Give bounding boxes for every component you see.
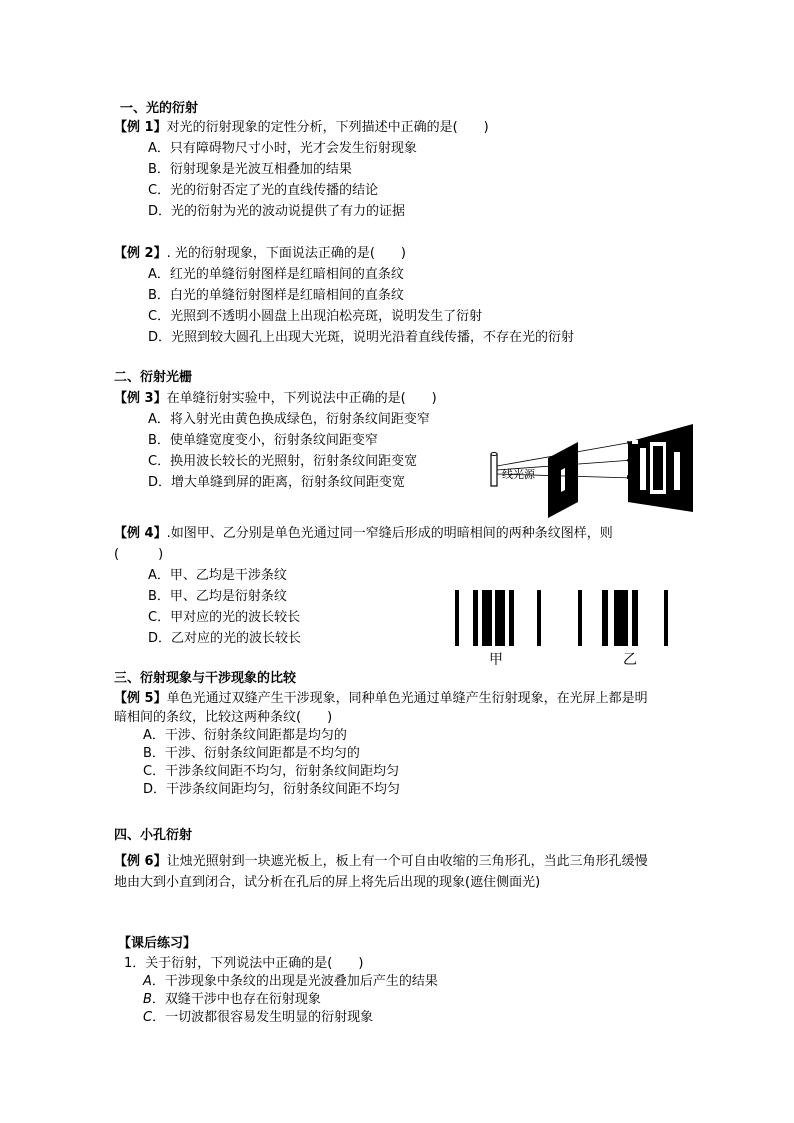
option-a: A．甲、乙均是干涉条纹 [148, 568, 287, 583]
option-b: B．甲、乙均是衍射条纹 [148, 589, 287, 604]
option-a: A．红光的单缝衍射图样是红暗相间的直条纹 [148, 267, 404, 282]
question-stem: .如图甲、乙分别是单色光通过同一窄缝后形成的明暗相间的两种条纹图样，则 [166, 526, 613, 541]
option-a: A．将入射光由黄色换成绿色，衍射条纹间距变窄 [148, 412, 430, 427]
option-letter: B [143, 992, 152, 1007]
option-c: C．干涉条纹间距不均匀，衍射条纹间距均匀 [143, 764, 400, 779]
section-title-comparison: 三、衍射现象与干涉现象的比较 [114, 671, 297, 686]
option-d: D．光的衍射为光的波动说提供了有力的证据 [148, 204, 406, 219]
question-stem: 单色光通过双缝产生干涉现象，同种单色光通过单缝产生衍射现象，在光屏上都是明 [166, 691, 648, 706]
question-tag: 【例 5】 [114, 691, 167, 706]
light-source-label: 线光源 [502, 468, 535, 481]
option-d: D．乙对应的光的波长较长 [148, 631, 302, 646]
option-c: C．光的衍射否定了光的直线传播的结论 [148, 183, 379, 198]
option-c: C．换用波长较长的光照射，衍射条纹间距变宽 [148, 454, 418, 469]
option-text: ．干涉现象中条纹的出现是光波叠加后产生的结果 [151, 974, 438, 989]
question-stem: . 光的衍射现象，下面说法正确的是( ) [166, 246, 406, 261]
label-jia: 甲 [489, 652, 503, 668]
option-a: A．只有障碍物尺寸小时，光才会发生衍射现象 [148, 141, 417, 156]
label-yi: 乙 [623, 652, 637, 668]
option-a [143, 973, 438, 991]
section-title-grating: 二、衍射光栅 [114, 370, 193, 385]
option-text: ．一切波都很容易发生明显的衍射现象 [152, 1010, 374, 1025]
question-3 [114, 390, 437, 408]
question-4-blank: ( ) [114, 547, 164, 562]
option-b: B．白光的单缝衍射图样是红暗相间的直条纹 [148, 288, 404, 303]
practice-question-1: 1．关于衍射，下列说法中正确的是( ) [124, 956, 364, 971]
question-5-cont: 暗相间的条纹，比较这两种条纹( ) [114, 710, 333, 725]
section-title-diffraction: 一、光的衍射 [120, 101, 199, 116]
fringe-pattern-jia [455, 590, 545, 646]
question-stem: 让烛光照射到一块遮光板上，板上有一个可自由收缩的三角形孔，当此三角形孔缓慢 [166, 854, 648, 869]
option-d: D．干涉条纹间距均匀，衍射条纹间距不均匀 [143, 782, 401, 797]
option-d: D．增大单缝到屏的距离，衍射条纹间距变宽 [148, 475, 406, 490]
question-6 [114, 853, 648, 871]
question-5 [114, 690, 648, 708]
fringe-pattern-yi [578, 590, 678, 646]
question-tag: 【例 2】 [114, 246, 167, 261]
question-tag: 【例 4】 [114, 526, 167, 541]
option-b: B．衍射现象是光波互相叠加的结果 [148, 162, 352, 177]
section-title-small-hole: 四、小孔衍射 [114, 828, 193, 843]
question-tag: 【例 3】 [114, 391, 167, 406]
option-text: ．双缝干涉中也存在衍射现象 [151, 992, 321, 1007]
option-b: B．干涉、衍射条纹间距都是不均匀的 [143, 746, 360, 761]
option-letter: A [143, 974, 152, 989]
option-c [143, 1009, 373, 1027]
option-c: C．甲对应的光的波长较长 [148, 610, 301, 625]
question-1 [114, 119, 489, 137]
question-tag: 【例 1】 [114, 120, 167, 135]
question-stem: 对光的衍射现象的定性分析，下列描述中正确的是( ) [166, 120, 489, 135]
option-letter: C [143, 1010, 153, 1025]
question-4 [114, 525, 613, 543]
practice-title: 【课后练习】 [118, 936, 197, 951]
option-b [143, 991, 321, 1009]
option-a: A．干涉、衍射条纹间距都是均匀的 [143, 728, 347, 743]
option-d: D．光照到较大圆孔上出现大光斑，说明光沿着直线传播，不存在光的衍射 [148, 330, 575, 345]
option-b: B．使单缝宽度变小，衍射条纹间距变窄 [148, 433, 378, 448]
question-6-cont: 地由大到小直到闭合，试分析在孔后的屏上将先后出现的现象(遮住侧面光) [114, 875, 541, 890]
question-stem: 在单缝衍射实验中，下列说法中正确的是( ) [166, 391, 437, 406]
question-2 [114, 245, 406, 263]
option-c: C．光照到不透明小圆盘上出现泊松亮斑，说明发生了衍射 [148, 309, 483, 324]
question-tag: 【例 6】 [114, 854, 167, 869]
